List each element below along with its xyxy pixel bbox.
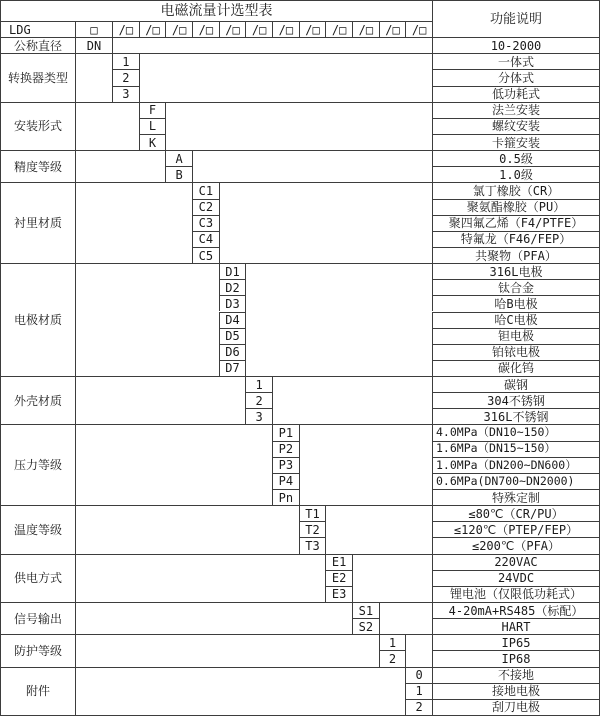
option-code: K: [139, 134, 166, 150]
option-description: 共聚物（PFA）: [432, 247, 599, 263]
option-description: 铂铱电极: [432, 344, 599, 360]
option-code: T2: [299, 521, 326, 537]
group-label: 外壳材质: [0, 376, 75, 424]
group-label: 精度等级: [0, 150, 75, 182]
option-code: E2: [325, 570, 352, 586]
option-code: D5: [219, 328, 246, 344]
model-code-slot: /□: [245, 21, 272, 37]
group-label: 信号输出: [0, 602, 75, 634]
empty-cell: [299, 424, 432, 505]
option-description: 钛合金: [432, 279, 599, 295]
function-column-header: 功能说明: [432, 0, 599, 37]
option-description: 分体式: [432, 69, 599, 85]
option-code: T1: [299, 505, 326, 521]
empty-cell: [75, 102, 139, 150]
empty-cell: [75, 150, 165, 182]
model-code-slot: /□: [165, 21, 192, 37]
model-code-slot: /□: [379, 21, 406, 37]
table-title: 电磁流量计选型表: [0, 0, 432, 21]
option-description: ≤80℃（CR/PU）: [432, 505, 599, 521]
empty-cell: [165, 102, 432, 150]
option-code: D3: [219, 295, 246, 311]
option-code: P3: [272, 457, 299, 473]
option-code: D6: [219, 344, 246, 360]
option-description: 碳钢: [432, 376, 599, 392]
group-label: 公称直径: [0, 37, 75, 53]
option-code: C2: [192, 199, 219, 215]
option-description: 0.5级: [432, 150, 599, 166]
option-code: C4: [192, 231, 219, 247]
group-label: 压力等级: [0, 424, 75, 505]
empty-cell: [139, 53, 432, 101]
empty-cell: [219, 182, 432, 263]
empty-cell: [75, 634, 379, 666]
option-code: S1: [352, 602, 379, 618]
option-description: 钽电极: [432, 328, 599, 344]
option-code: T3: [299, 537, 326, 553]
option-description: ≤200℃（PFA）: [432, 537, 599, 553]
option-code: E1: [325, 554, 352, 570]
option-description: 法兰安装: [432, 102, 599, 118]
option-description: 0.6MPa(DN700~DN2000): [432, 473, 599, 489]
empty-cell: [75, 263, 219, 376]
model-code-slot: /□: [112, 21, 139, 37]
empty-cell: [325, 505, 432, 553]
empty-cell: [352, 554, 432, 602]
option-code: D4: [219, 312, 246, 328]
option-description: 哈C电极: [432, 312, 599, 328]
option-code: P1: [272, 424, 299, 440]
empty-cell: [75, 53, 112, 101]
empty-cell: [75, 182, 192, 263]
model-code-slot: /□: [272, 21, 299, 37]
group-label: 电极材质: [0, 263, 75, 376]
option-description: 聚氨酯橡胶（PU）: [432, 199, 599, 215]
option-description: 316L电极: [432, 263, 599, 279]
model-code-slot: /□: [299, 21, 326, 37]
model-code-box: □: [75, 21, 112, 37]
option-description: 低功耗式: [432, 86, 599, 102]
group-label: 安装形式: [0, 102, 75, 150]
model-code-slot: /□: [219, 21, 246, 37]
option-code: C5: [192, 247, 219, 263]
option-description: 哈B电极: [432, 295, 599, 311]
option-description: 220VAC: [432, 554, 599, 570]
option-description: 聚四氟乙烯（F4/PTFE）: [432, 215, 599, 231]
option-description: 特氟龙（F46/FEP）: [432, 231, 599, 247]
option-code: 1: [405, 683, 432, 699]
empty-cell: [112, 37, 432, 53]
option-code: A: [165, 150, 192, 166]
option-code: D1: [219, 263, 246, 279]
option-code: 1: [245, 376, 272, 392]
option-code: D7: [219, 360, 246, 376]
option-description: ≤120℃（PTEP/FEP）: [432, 521, 599, 537]
option-code: 2: [405, 699, 432, 715]
empty-cell: [75, 554, 325, 602]
empty-cell: [75, 505, 299, 553]
group-label: 供电方式: [0, 554, 75, 602]
option-description: 10-2000: [432, 37, 599, 53]
option-description: 1.6MPa（DN15~150）: [432, 441, 599, 457]
option-code: DN: [75, 37, 112, 53]
group-label: 转换器类型: [0, 53, 75, 101]
option-code: Pn: [272, 489, 299, 505]
model-prefix: LDG: [0, 21, 75, 37]
option-description: HART: [432, 618, 599, 634]
option-code: D2: [219, 279, 246, 295]
option-code: 1: [379, 634, 406, 650]
option-description: IP68: [432, 650, 599, 666]
group-label: 温度等级: [0, 505, 75, 553]
option-code: 2: [112, 69, 139, 85]
option-description: 特殊定制: [432, 489, 599, 505]
option-code: S2: [352, 618, 379, 634]
option-description: 一体式: [432, 53, 599, 69]
model-code-slot: /□: [352, 21, 379, 37]
option-description: IP65: [432, 634, 599, 650]
option-code: P4: [272, 473, 299, 489]
empty-cell: [75, 376, 245, 424]
option-description: 刮刀电极: [432, 699, 599, 715]
model-code-slot: /□: [192, 21, 219, 37]
empty-cell: [272, 376, 432, 424]
group-label: 附件: [0, 667, 75, 715]
option-code: P2: [272, 441, 299, 457]
option-code: E3: [325, 586, 352, 602]
option-code: B: [165, 166, 192, 182]
empty-cell: [245, 263, 432, 376]
option-code: 0: [405, 667, 432, 683]
empty-cell: [75, 424, 272, 505]
option-description: 1.0MPa（DN200~DN600）: [432, 457, 599, 473]
option-code: L: [139, 118, 166, 134]
option-description: 卡箍安装: [432, 134, 599, 150]
option-description: 锂电池（仅限低功耗式）: [432, 586, 599, 602]
option-description: 不接地: [432, 667, 599, 683]
option-description: 4.0MPa（DN10~150）: [432, 424, 599, 440]
model-code-slot: /□: [139, 21, 166, 37]
option-code: C1: [192, 182, 219, 198]
empty-cell: [405, 634, 432, 666]
group-label: 衬里材质: [0, 182, 75, 263]
option-description: 4-20mA+RS485（标配）: [432, 602, 599, 618]
option-description: 碳化钨: [432, 360, 599, 376]
model-code-slot: /□: [325, 21, 352, 37]
option-description: 304不锈钢: [432, 392, 599, 408]
option-code: C3: [192, 215, 219, 231]
option-code: 3: [112, 86, 139, 102]
option-code: F: [139, 102, 166, 118]
option-description: 螺纹安装: [432, 118, 599, 134]
option-description: 接地电极: [432, 683, 599, 699]
empty-cell: [192, 150, 432, 182]
option-code: 1: [112, 53, 139, 69]
empty-cell: [75, 602, 352, 634]
option-code: 2: [379, 650, 406, 666]
empty-cell: [379, 602, 432, 634]
option-description: 24VDC: [432, 570, 599, 586]
empty-cell: [75, 667, 405, 715]
option-code: 2: [245, 392, 272, 408]
option-description: 316L不锈钢: [432, 408, 599, 424]
group-label: 防护等级: [0, 634, 75, 666]
model-code-slot: /□: [405, 21, 432, 37]
option-description: 1.0级: [432, 166, 599, 182]
option-code: 3: [245, 408, 272, 424]
option-description: 氯丁橡胶（CR）: [432, 182, 599, 198]
